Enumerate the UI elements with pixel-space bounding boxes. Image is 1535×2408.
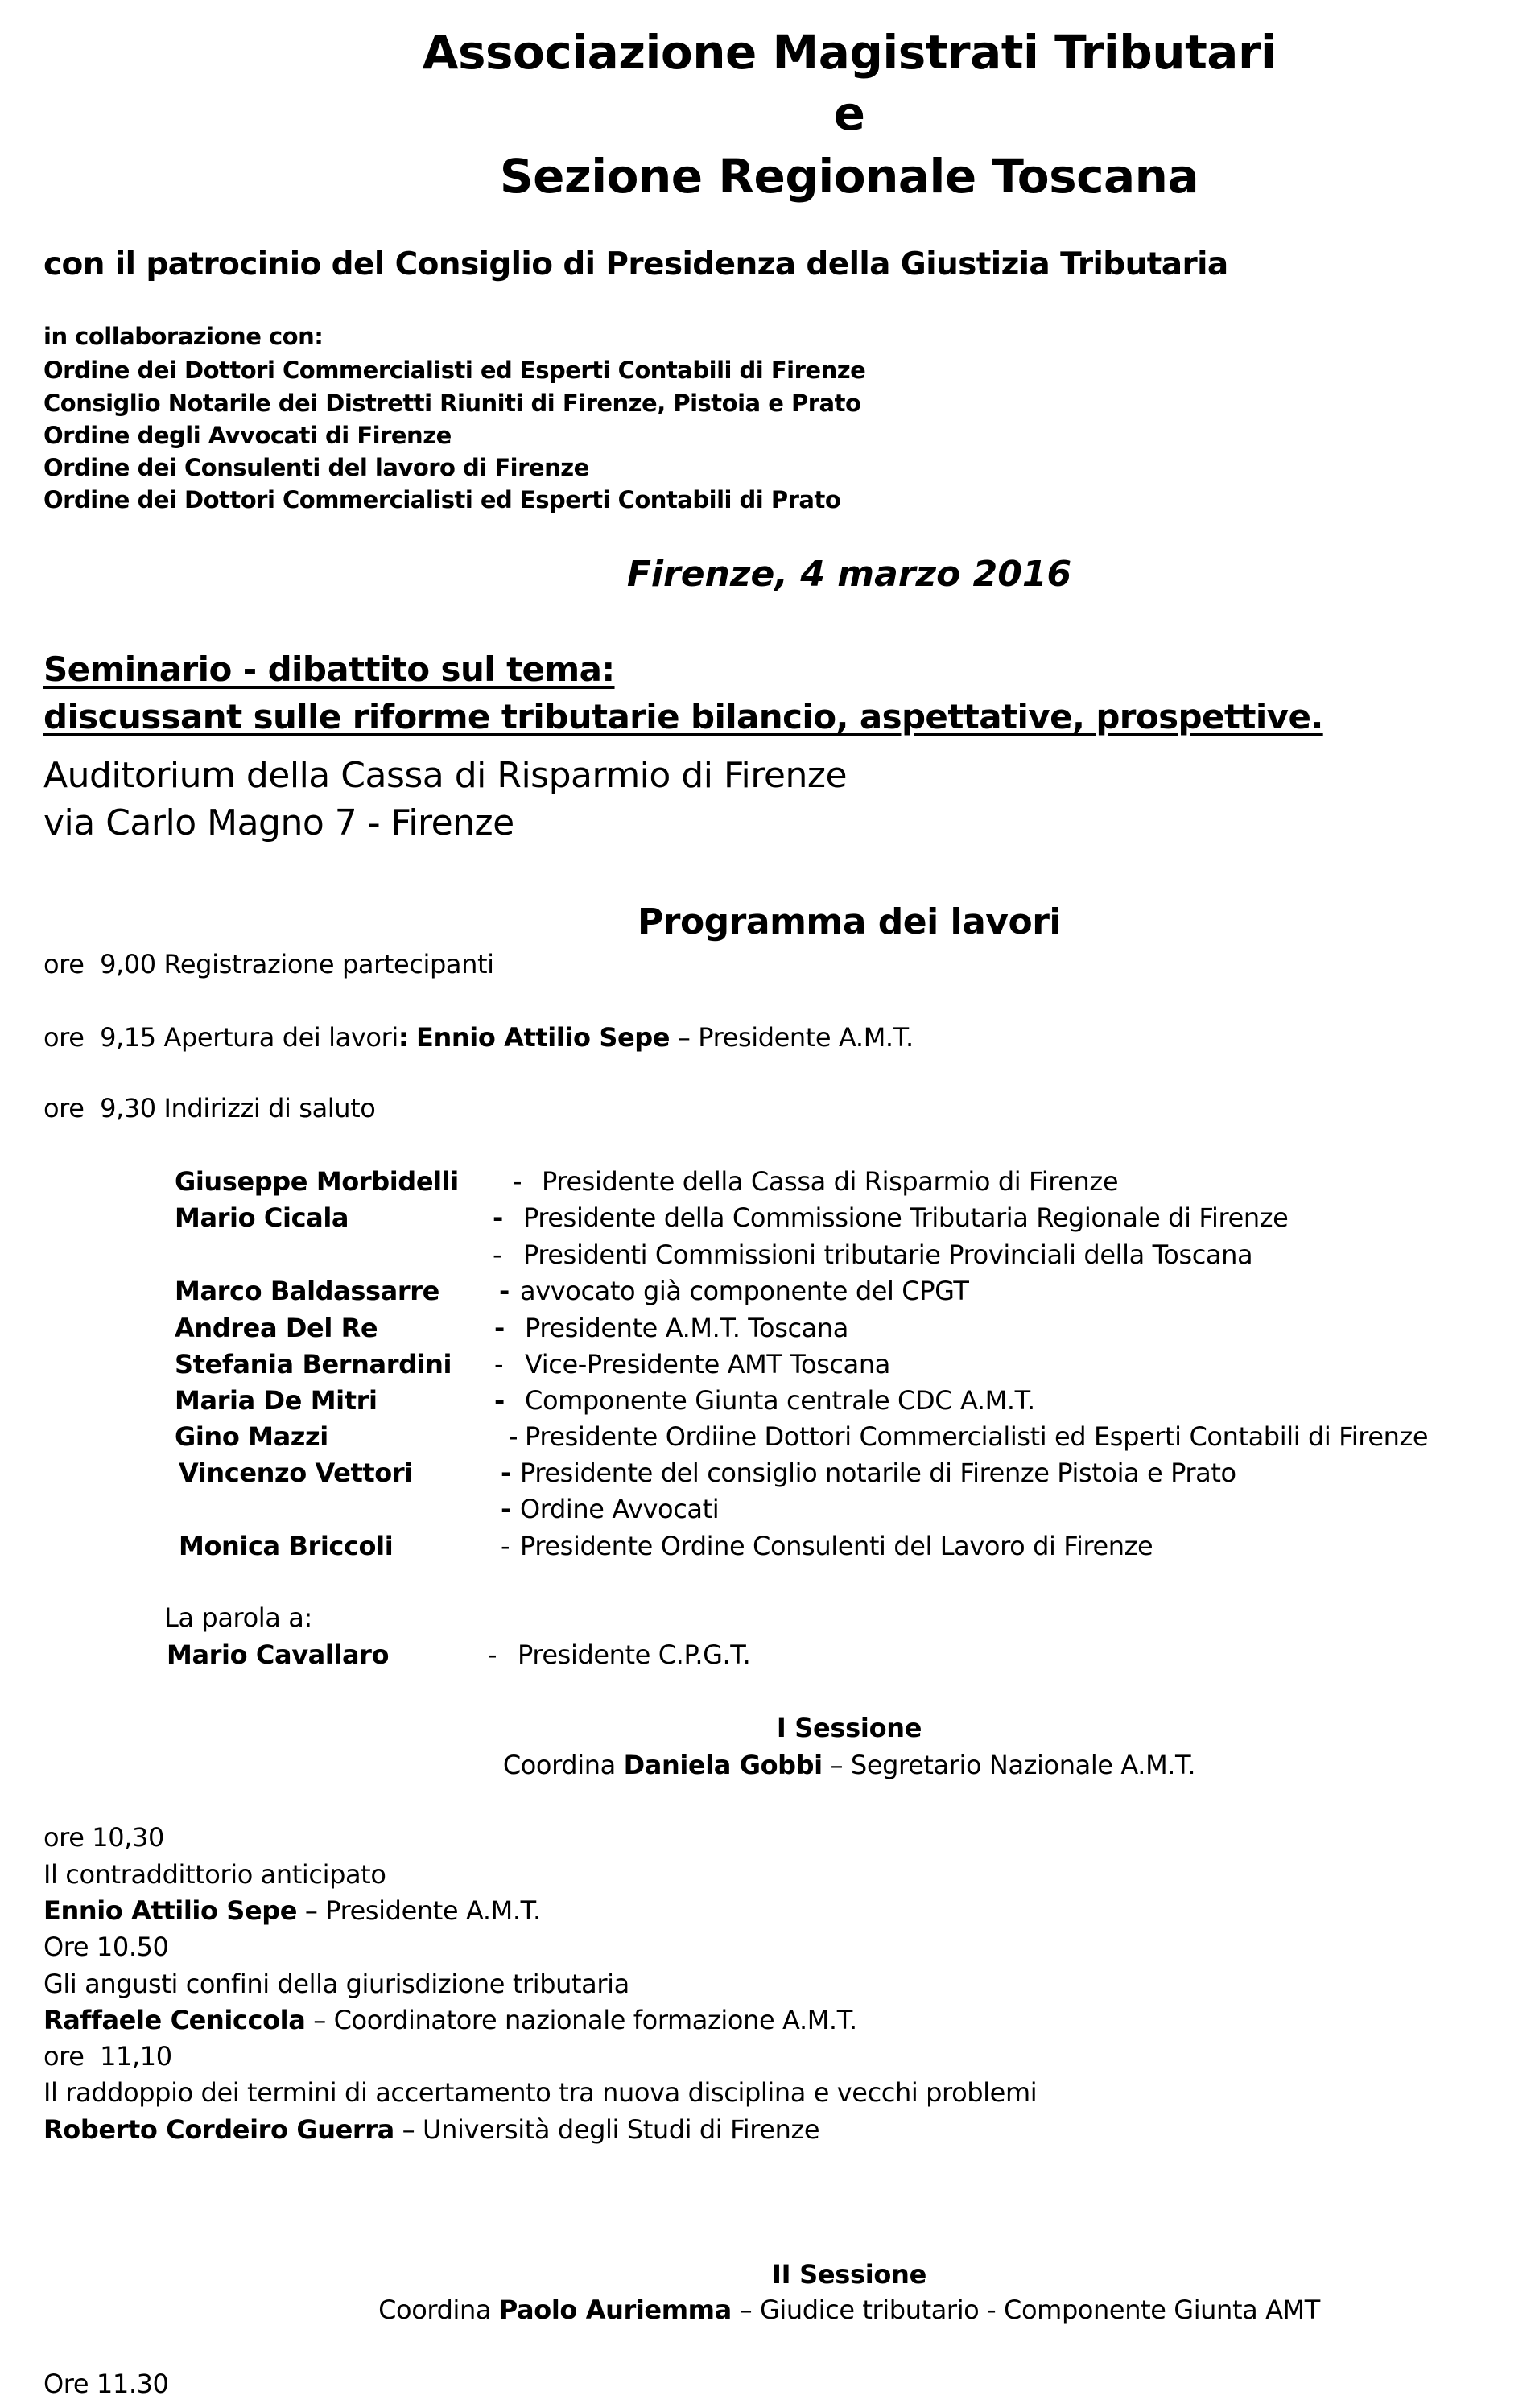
speaker-name: Roberto Cordeiro Guerra [43,2114,394,2145]
session-1-title: I Sessione [776,1713,922,1743]
schedule-text: Apertura dei lavori [163,1022,398,1053]
collaborator-item: Ordine dei Dottori Commercialisti ed Esperti Contabili di Firenze [43,357,866,384]
talk-time: ore 11,10 [43,2041,172,2072]
greeting-dash: - [493,1239,502,1270]
patronage-line: con il patrocinio del Consiglio di Presidenza della Giustizia Tributaria [43,246,1228,282]
schedule-colon: : [398,1022,409,1053]
speaker-name: Ennio Attilio Sepe [43,1895,298,1926]
greeting-dash: - [499,1276,510,1306]
venue-line-1: Auditorium della Cassa di Risparmio di Firenze [43,755,848,796]
greeting-dash: - [501,1531,510,1561]
greeting-role: Presidente Ordine Consulenti del Lavoro di Firenze [520,1531,1153,1561]
talk-title: Il contraddittorio anticipato [43,1859,386,1890]
coordinator-prefix: Coordina [502,1750,616,1780]
session-2-title: II Sessione [772,2259,926,2290]
schedule-text: Indirizzi di saluto [163,1093,376,1124]
programme-title: Programma dei lavori [638,901,1061,942]
title-line-3: Sezione Regionale Toscana [499,149,1199,204]
greeting-dash: - [494,1385,505,1416]
talk-title: Il raddoppio dei termini di accertamento tra nuova disciplina e vecchi problemi [43,2077,1038,2108]
greeting-name: Andrea Del Re [175,1313,378,1343]
title-line-2: e [833,86,865,141]
speaker-affiliation: – Università degli Studi di Firenze [402,2114,820,2145]
floor-dash: - [488,1639,497,1670]
collaboration-label: in collaborazione con: [43,323,324,350]
schedule-time: ore 9,30 [43,1093,156,1124]
session-2-coordinator [0,2297,1535,2323]
coordinator-prefix: Coordina [378,2295,492,2325]
greeting-dash: - [509,1421,518,1452]
schedule-text: Registrazione partecipanti [163,949,494,979]
greeting-name: Marco Baldassarre [175,1276,439,1306]
greeting-dash: - [501,1458,511,1488]
talk-time: ore 10,30 [43,1822,164,1853]
schedule-item [43,951,494,977]
greeting-role: Presidente Ordiine Dottori Commercialisti ed Esperti Contabili di Firenze [525,1421,1429,1452]
greeting-dash: - [501,1494,511,1524]
floor-label: La parola a: [164,1602,312,1633]
collaborator-item: Consiglio Notarile dei Distretti Riuniti di Firenze, Pistoia e Prato [43,390,861,417]
collaborator-item: Ordine dei Consulenti del lavoro di Firenze [43,454,589,481]
talk-speaker [43,1895,541,1926]
speaker-affiliation: – Coordinatore nazionale formazione A.M.T. [313,2005,857,2035]
talk-title: Gli angusti confini della giurisdizione tributaria [43,1969,629,1999]
greeting-role: Componente Giunta centrale CDC A.M.T. [525,1385,1035,1416]
floor-speaker-name: Mario Cavallaro [167,1639,390,1670]
greeting-dash: - [494,1313,505,1343]
greeting-dash: - [494,1349,504,1379]
schedule-item [43,1022,914,1053]
talk-time: Ore 11.30 [43,2369,169,2399]
schedule-time: ore 9,00 [43,949,156,979]
coordinator-role: – Segretario Nazionale A.M.T. [830,1750,1196,1780]
greeting-dash: - [493,1202,503,1233]
greeting-role: Vice-Presidente AMT Toscana [525,1349,890,1379]
speaker-role: – Presidente A.M.T. [677,1022,914,1053]
coordinator-name: Daniela Gobbi [623,1750,823,1780]
floor-speaker-role: Presidente C.P.G.T. [518,1639,751,1670]
greeting-role: Presidenti Commissioni tributarie Provinciali della Toscana [523,1239,1253,1270]
event-date: Firenze, 4 marzo 2016 [626,554,1072,595]
speaker-name: Raffaele Ceniccola [43,2005,306,2035]
greeting-role: Presidente della Cassa di Risparmio di Firenze [542,1166,1119,1197]
speaker-affiliation: – Presidente A.M.T. [304,1895,541,1926]
coordinator-role: – Giudice tributario - Componente Giunta AMT [739,2295,1320,2325]
talk-time: Ore 10.50 [43,1932,169,1962]
schedule-item [43,1093,376,1124]
greeting-role: Presidente A.M.T. Toscana [525,1313,848,1343]
venue-line-2: via Carlo Magno 7 - Firenze [43,802,514,843]
schedule-time: ore 9,15 [43,1022,156,1053]
greeting-role: Ordine Avvocati [520,1494,720,1524]
greeting-name: Maria De Mitri [175,1385,378,1416]
greeting-role: Presidente del consiglio notarile di Firenze Pistoia e Prato [520,1458,1236,1488]
greeting-name: Monica Briccoli [179,1531,394,1561]
greeting-role: Presidente della Commissione Tributaria Regionale di Firenze [523,1202,1289,1233]
greeting-name: Giuseppe Morbidelli [175,1166,459,1197]
greeting-dash: - [513,1166,522,1197]
speaker-name: Ennio Attilio Sepe [416,1022,671,1053]
coordinator-name: Paolo Auriemma [498,2295,732,2325]
greeting-name: Vincenzo Vettori [179,1458,413,1488]
greeting-name: Mario Cicala [175,1202,349,1233]
collaborator-item: Ordine dei Dottori Commercialisti ed Esperti Contabili di Prato [43,486,841,513]
collaborator-item: Ordine degli Avvocati di Firenze [43,422,452,449]
talk-speaker [43,2114,820,2145]
title-line-1: Associazione Magistrati Tributari [422,25,1277,80]
greeting-name: Stefania Bernardini [175,1349,452,1379]
greeting-role: avvocato già componente del CPGT [520,1276,969,1306]
greeting-name: Gino Mazzi [175,1421,328,1452]
session-1-coordinator [0,1752,1535,1778]
seminar-topic-line-1: Seminario - dibattito sul tema: [43,649,615,689]
seminar-topic-line-2: discussant sulle riforme tributarie bilancio, aspettative, prospettive. [43,697,1323,736]
talk-speaker [43,2007,857,2033]
